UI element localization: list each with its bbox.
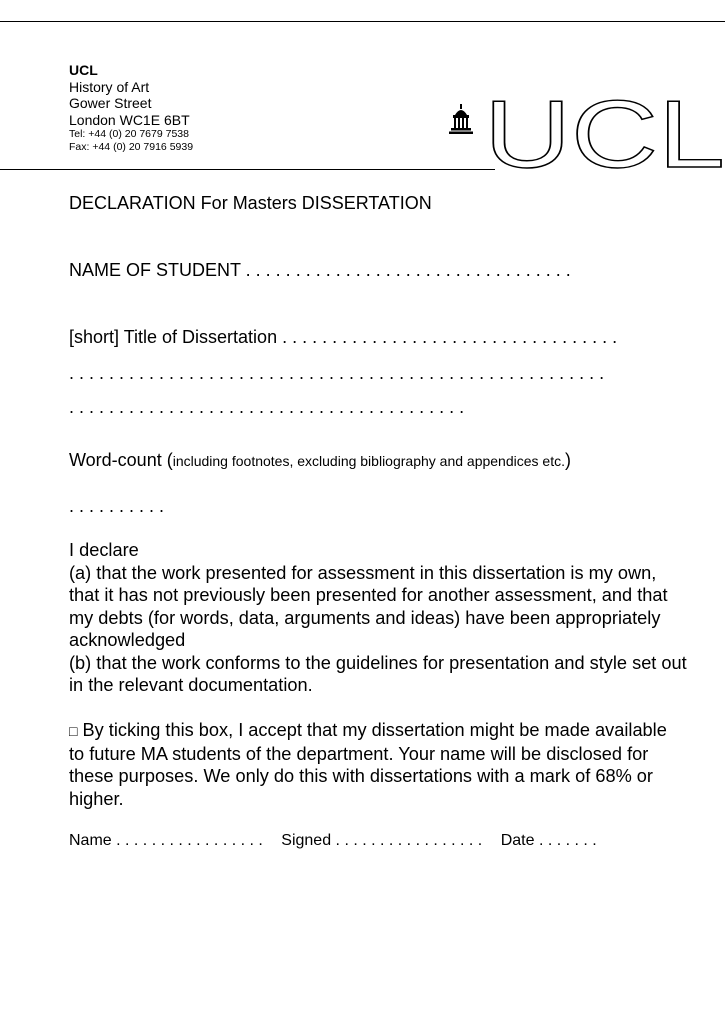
declaration-a: (a) that the work presented for assessment in this dissertation is my own, that it has not previously been presented for another assessment, and that my debts (for words, data, arguments and ideas) have been appropriately acknowledged xyxy=(69,562,668,650)
title-field-line-2[interactable]: . . . . . . . . . . . . . . . . . . . . . . . . . . . . . . . . . . . . . . . . . . . . . . . . . . . . . . xyxy=(69,363,605,383)
department: History of Art xyxy=(69,78,150,95)
top-rule xyxy=(0,21,725,22)
title-field-line-1[interactable]: [short] Title of Dissertation . . . . . . . . . . . . . . . . . . . . . . . . . . . . . . . . . . xyxy=(69,327,618,347)
word-count-field[interactable]: . . . . . . . . . . xyxy=(69,496,165,516)
word-count-heading: Word-count ( xyxy=(69,450,173,470)
address-block xyxy=(69,62,193,153)
declaration-b: (b) that the work conforms to the guidelines for presentation and style set out in the relevant documentation. xyxy=(69,652,687,695)
telephone: Tel: +44 (0) 20 7679 7538 xyxy=(69,128,189,140)
org-name: UCL xyxy=(69,62,98,78)
title-field-line-3[interactable]: . . . . . . . . . . . . . . . . . . . . . . . . . . . . . . . . . . . . . . . . xyxy=(69,397,465,417)
consent-checkbox[interactable]: □ xyxy=(69,723,78,739)
form-title: DECLARATION For Masters DISSERTATION xyxy=(69,193,432,213)
date-field[interactable]: Date . . . . . . . xyxy=(500,832,597,849)
street: Gower Street xyxy=(69,95,152,111)
consent-text: By ticking this box, I accept that my dissertation might be made available to future MA students of the department. Your name will be disclosed for these purposes. We only do this with dissertations with a mark of 68% or higher. xyxy=(69,720,667,809)
signed-field[interactable]: Signed . . . . . . . . . . . . . . . . . xyxy=(281,832,483,849)
city: London WC1E 6BT xyxy=(69,111,190,128)
name-field[interactable]: Name . . . . . . . . . . . . . . . . . xyxy=(69,832,263,849)
logo-wordmark: UCL xyxy=(484,98,725,173)
student-name-field[interactable]: NAME OF STUDENT . . . . . . . . . . . . . . . . . . . . . . . . . . . . . . . . . xyxy=(69,260,571,280)
word-count-note: including footnotes, excluding bibliography and appendices etc. xyxy=(172,453,565,469)
portico-icon xyxy=(449,104,473,134)
fax: Fax: +44 (0) 20 7916 5939 xyxy=(69,140,194,153)
word-count-label xyxy=(69,450,571,471)
declaration-block xyxy=(69,539,689,697)
consent-block xyxy=(69,719,679,810)
header-rule xyxy=(0,169,495,170)
signature-line xyxy=(69,832,611,850)
declaration-intro: I declare xyxy=(69,540,139,560)
word-count-close: ) xyxy=(564,450,571,470)
ucl-logo xyxy=(446,98,725,173)
